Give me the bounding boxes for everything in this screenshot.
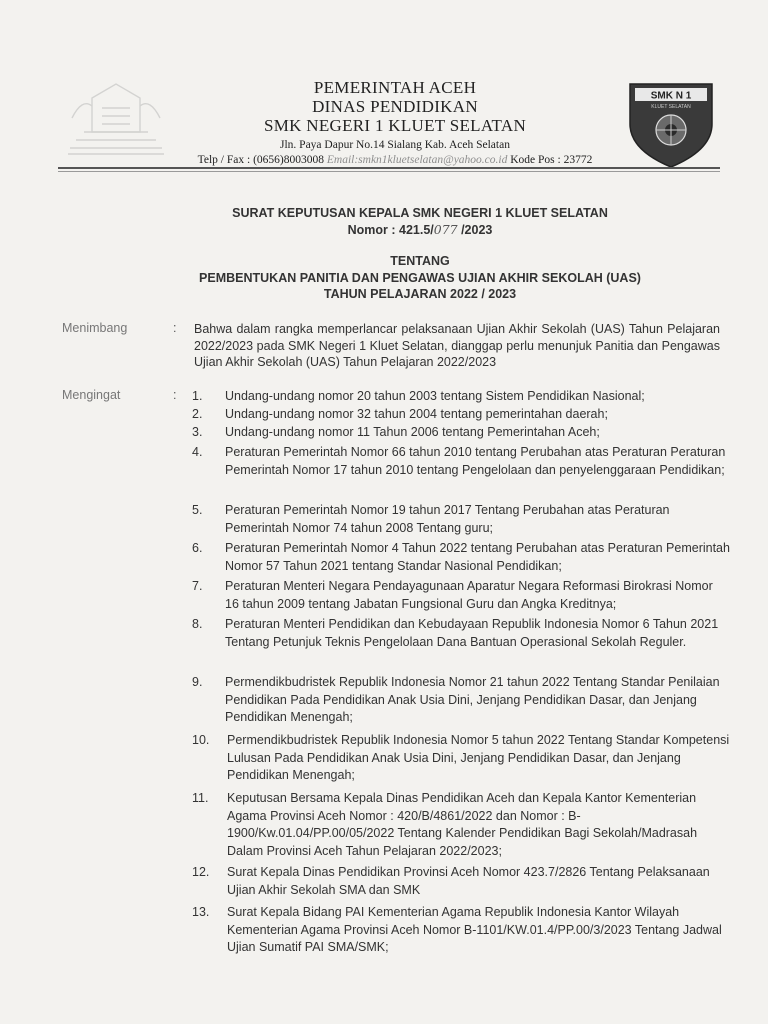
list-item-text: Peraturan Pemerintah Nomor 4 Tahun 2022 tentang Perubahan atas Peraturan Pemerintah Nomor 57 Tahun 2021 tentang Standar Nasional Pendidikan; — [225, 541, 730, 573]
decree-number — [120, 222, 720, 237]
list-item-text: Undang-undang nomor 32 tahun 2004 tentang pemerintahan daerah; — [225, 407, 608, 421]
menimbang-text: Bahwa dalam rangka memperlancar pelaksanaan Ujian Akhir Sekolah (UAS) Tahun Pelajaran 2022/2023 pada SMK Negeri 1 Kluet Selatan, dianggap perlu menunjuk Panitia dan Pengawas Ujian Akhir Sekolah (UAS) Tahun Pelajaran 2022/2023 — [194, 322, 720, 369]
list-item-text: Peraturan Menteri Pendidikan dan Kebudayaan Republik Indonesia Nomor 6 Tahun 2021 Tentang Petunjuk Teknis Pengelolaan Dana Bantuan Operasional Sekolah Reguler. — [225, 617, 719, 649]
letterhead-government: PEMERINTAH ACEH — [313, 78, 477, 97]
aceh-government-emblem — [62, 78, 170, 160]
decree-title: SURAT KEPUTUSAN KEPALA SMK NEGERI 1 KLUET SELATAN — [232, 206, 608, 220]
list-item-text: Permendikbudristek Republik Indonesia Nomor 5 tahun 2022 Tentang Standar Kompetensi Lulusan Pada Pendidikan Anak Usia Dini, Jenjang Pendidikan Dasar, dan Jenjang Pendidikan Menengah; — [227, 733, 730, 782]
list-item-text: Peraturan Pemerintah Nomor 19 tahun 2017 Tentang Perubahan atas Peraturan Pemerintah Nomor 74 tahun 2008 Tentang guru; — [225, 503, 670, 535]
decree-number-prefix: Nomor : 421.5/ — [347, 223, 434, 237]
list-item-number: 12. — [192, 865, 210, 879]
letterhead-rule — [58, 167, 720, 169]
list-item-text: Surat Kepala Dinas Pendidikan Provinsi Aceh Nomor 423.7/2826 Tentang Pelaksanaan Ujian Akhir Sekolah SMA dan SMK — [227, 865, 710, 897]
list-item-number: 10. — [192, 733, 210, 747]
school-shield-logo — [626, 80, 716, 170]
list-item-text: Peraturan Menteri Negara Pendayagunaan Aparatur Negara Reformasi Birokrasi Nomor 16 tahun 2009 tentang Jabatan Fungsional Guru dan Angka Kreditnya; — [225, 579, 713, 611]
list-item-number: 2. — [192, 407, 203, 421]
menimbang-label: Menimbang — [62, 321, 128, 335]
letterhead-department: DINAS PENDIDIKAN — [312, 97, 478, 116]
list-item-text: Undang-undang nomor 20 tahun 2003 tentang Sistem Pendidikan Nasional; — [225, 389, 645, 403]
decree-number-suffix: /2023 — [457, 223, 493, 237]
list-item-text: Keputusan Bersama Kepala Dinas Pendidikan Aceh dan Kepala Kantor Kementerian Agama Provinsi Aceh Nomor : 420/B/4861/2022 dan Nomor : B-1900/Kw.01.04/PP.00/05/2022 Tentang Kalender Pendidikan Bagi Sekolah/Madrasah Dalam Provinsi Aceh Tahun Pelajaran 2022/2023; — [227, 791, 698, 858]
list-item-number: 6. — [192, 541, 203, 555]
list-item-text: Undang-undang nomor 11 Tahun 2006 tentang Pemerintahan Aceh; — [225, 425, 600, 439]
list-item-number: 8. — [192, 617, 203, 631]
decree-subject: PEMBENTUKAN PANITIA DAN PENGAWAS UJIAN AKHIR SEKOLAH (UAS) — [199, 271, 641, 285]
list-item-number: 13. — [192, 905, 210, 919]
list-item-text: Surat Kepala Bidang PAI Kementerian Agama Republik Indonesia Kantor Wilayah Kementerian Agama Provinsi Aceh Nomor B-1101/KW.01.4/PP.00/3/2023 Tentang Jadwal Ujian Sumatif PAI SMA/SMK; — [227, 905, 722, 954]
mengingat-colon: : — [173, 388, 177, 402]
logo-subtext: KLUET SELATAN — [651, 104, 691, 110]
letterhead-school: SMK NEGERI 1 KLUET SELATAN — [263, 116, 527, 135]
decree-subject-year: TAHUN PELAJARAN 2022 / 2023 — [323, 287, 517, 301]
list-item-number: 7. — [192, 579, 203, 593]
mengingat-label: Mengingat — [62, 388, 121, 402]
list-item-number: 1. — [192, 389, 203, 403]
letterhead-email: Email:smkn1kluetselatan@yahoo.co.id — [326, 154, 508, 166]
letterhead-rule-thin — [58, 171, 720, 172]
menimbang-colon: : — [173, 321, 177, 335]
logo-text: SMK N 1 — [650, 90, 692, 102]
letterhead-kodepos: Kode Pos : 23772 — [510, 154, 593, 166]
list-item-text: Peraturan Pemerintah Nomor 66 tahun 2010 tentang Perubahan atas Peraturan Peraturan Pemerintah Nomor 17 tahun 2010 tentang Pengelolaan dan penyelenggaraan Pendidikan; — [225, 445, 726, 477]
letterhead-address: Jln. Paya Dapur No.14 Sialang Kab. Aceh Selatan — [280, 139, 510, 151]
list-item-text: Permendikbudristek Republik Indonesia Nomor 21 tahun 2022 Tentang Standar Penilaian Pendidikan Pada Pendidikan Anak Usia Dini, Jenjang Pendidikan Dasar, dan Jenjang Pendidikan Menengah; — [225, 675, 720, 724]
tentang-heading: TENTANG — [390, 254, 450, 268]
decree-number-handwritten: 077 — [433, 222, 458, 237]
list-item-number: 4. — [192, 445, 203, 459]
list-item-number: 9. — [192, 675, 203, 689]
list-item-number: 11. — [192, 791, 209, 805]
list-item-number: 5. — [192, 503, 203, 517]
list-item-number: 3. — [192, 425, 203, 439]
letterhead-telp: Telp / Fax : (0656)8003008 — [197, 154, 324, 166]
letterhead-contact — [170, 153, 620, 168]
letterhead — [170, 78, 620, 168]
